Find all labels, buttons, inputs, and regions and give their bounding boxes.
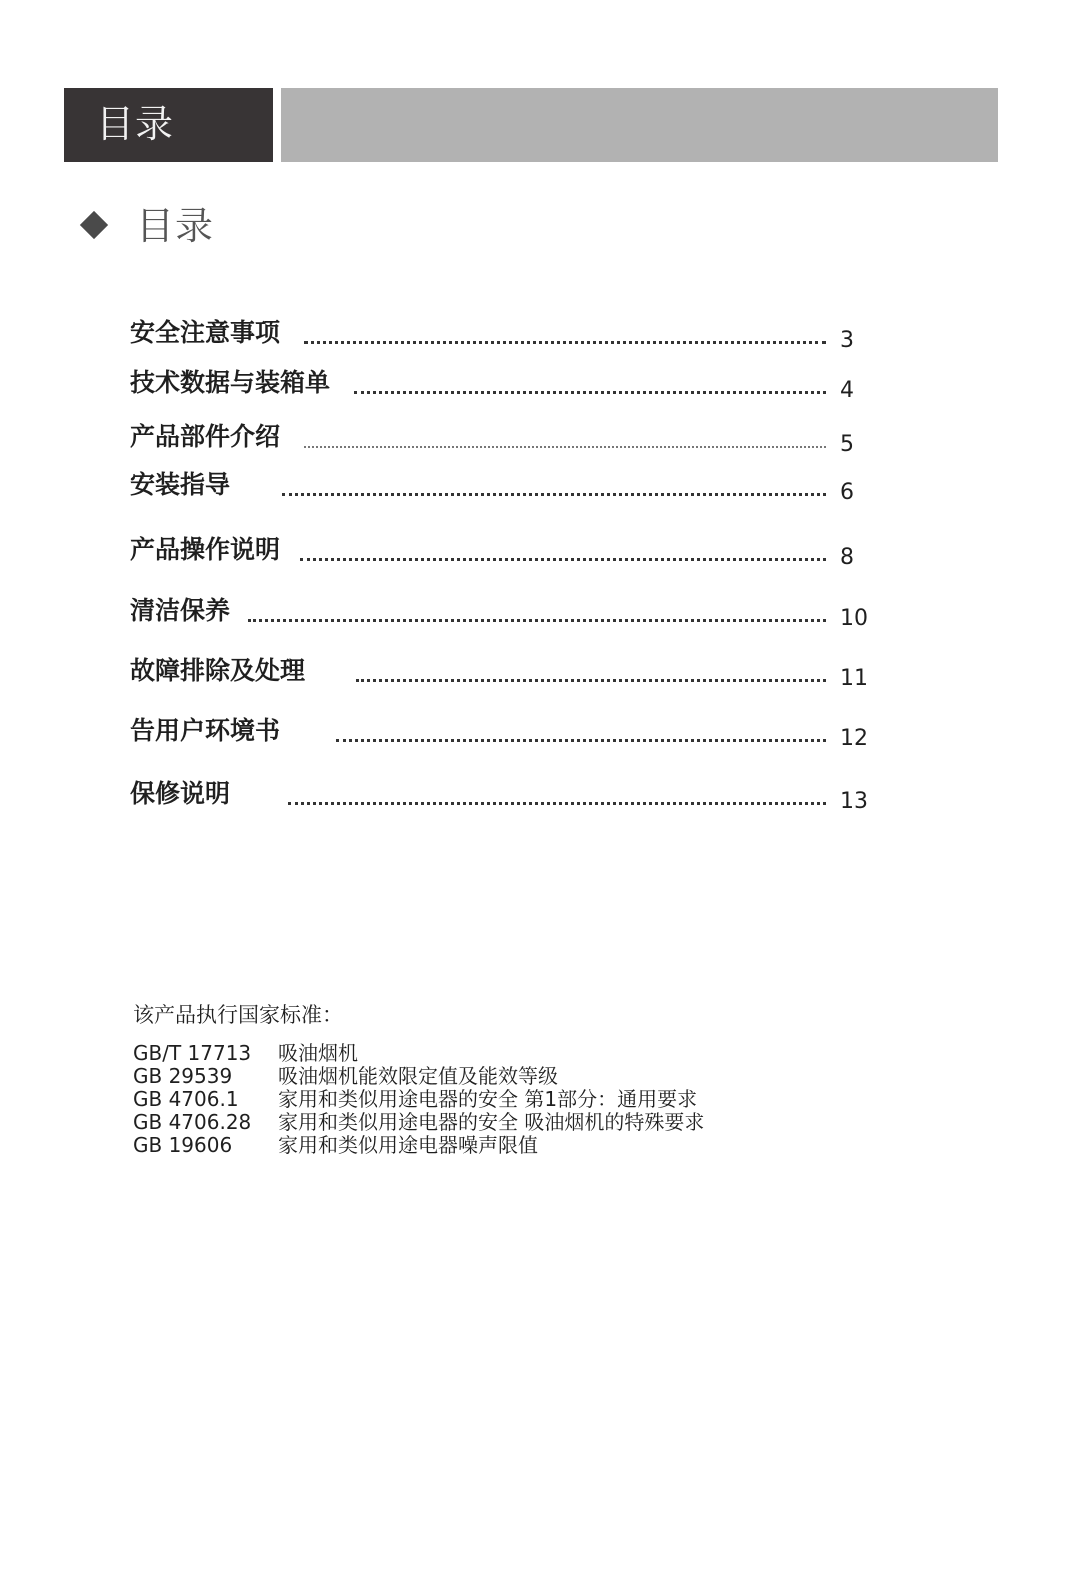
standard-code: GB 4706.28 bbox=[133, 1110, 252, 1134]
toc-item-safety[interactable] bbox=[130, 314, 870, 354]
toc-item-page: 3 bbox=[840, 328, 854, 353]
toc-item-parts[interactable] bbox=[130, 418, 870, 458]
header-title: 目录 bbox=[96, 102, 175, 146]
toc-item-page: 6 bbox=[840, 480, 854, 505]
standard-name: 家用和类似用途电器的安全 第1部分：通用要求 bbox=[278, 1087, 698, 1111]
toc-item-label: 清洁保养 bbox=[130, 596, 231, 625]
header-title-block bbox=[64, 88, 273, 162]
toc-item-page: 13 bbox=[840, 789, 868, 814]
toc-item-page: 11 bbox=[840, 666, 868, 691]
header-bar bbox=[281, 88, 998, 162]
section-title: 目录 bbox=[136, 204, 215, 248]
toc-leader-dots bbox=[282, 493, 826, 496]
standard-name: 吸油烟机 bbox=[278, 1041, 358, 1065]
toc-leader-dots bbox=[300, 558, 826, 561]
toc-item-operation[interactable] bbox=[130, 531, 870, 571]
toc-leader-dots bbox=[304, 446, 826, 448]
toc-item-page: 12 bbox=[840, 726, 868, 751]
toc-item-label: 保修说明 bbox=[130, 779, 231, 808]
toc-item-label: 产品操作说明 bbox=[130, 535, 281, 564]
standard-name: 家用和类似用途电器的安全 吸油烟机的特殊要求 bbox=[278, 1110, 705, 1134]
standards-heading: 该产品执行国家标准： bbox=[133, 1003, 343, 1027]
toc-leader-dots bbox=[288, 802, 826, 805]
toc-item-environment[interactable] bbox=[130, 712, 890, 752]
toc-item-cleaning[interactable] bbox=[130, 592, 890, 632]
toc-item-troubleshooting[interactable] bbox=[130, 652, 890, 692]
toc-item-label: 技术数据与装箱单 bbox=[130, 368, 331, 397]
standard-code: GB 29539 bbox=[133, 1064, 233, 1088]
toc-leader-dots bbox=[356, 679, 826, 682]
toc-leader-dots bbox=[354, 391, 826, 394]
toc-item-tech-data[interactable] bbox=[130, 364, 870, 404]
toc-item-warranty[interactable] bbox=[130, 775, 890, 815]
diamond-bullet-icon bbox=[80, 211, 108, 239]
toc-leader-dots bbox=[336, 739, 826, 742]
standard-name: 吸油烟机能效限定值及能效等级 bbox=[278, 1064, 558, 1088]
toc-item-label: 安装指导 bbox=[130, 470, 231, 499]
toc-item-label: 产品部件介绍 bbox=[130, 422, 281, 451]
standard-name: 家用和类似用途电器噪声限值 bbox=[278, 1133, 538, 1157]
toc-item-page: 4 bbox=[840, 378, 854, 403]
toc-item-installation[interactable] bbox=[130, 466, 870, 506]
toc-leader-dots bbox=[248, 619, 826, 622]
toc-leader-dots bbox=[304, 341, 826, 344]
toc-item-label: 安全注意事项 bbox=[130, 318, 281, 347]
toc-item-page: 10 bbox=[840, 606, 868, 631]
toc-item-page: 8 bbox=[840, 545, 854, 570]
standard-code: GB 4706.1 bbox=[133, 1087, 239, 1111]
toc-item-page: 5 bbox=[840, 432, 854, 457]
standard-code: GB 19606 bbox=[133, 1133, 233, 1157]
toc-item-label: 告用户环境书 bbox=[130, 716, 281, 745]
toc-item-label: 故障排除及处理 bbox=[130, 656, 306, 685]
standard-code: GB/T 17713 bbox=[133, 1041, 252, 1065]
